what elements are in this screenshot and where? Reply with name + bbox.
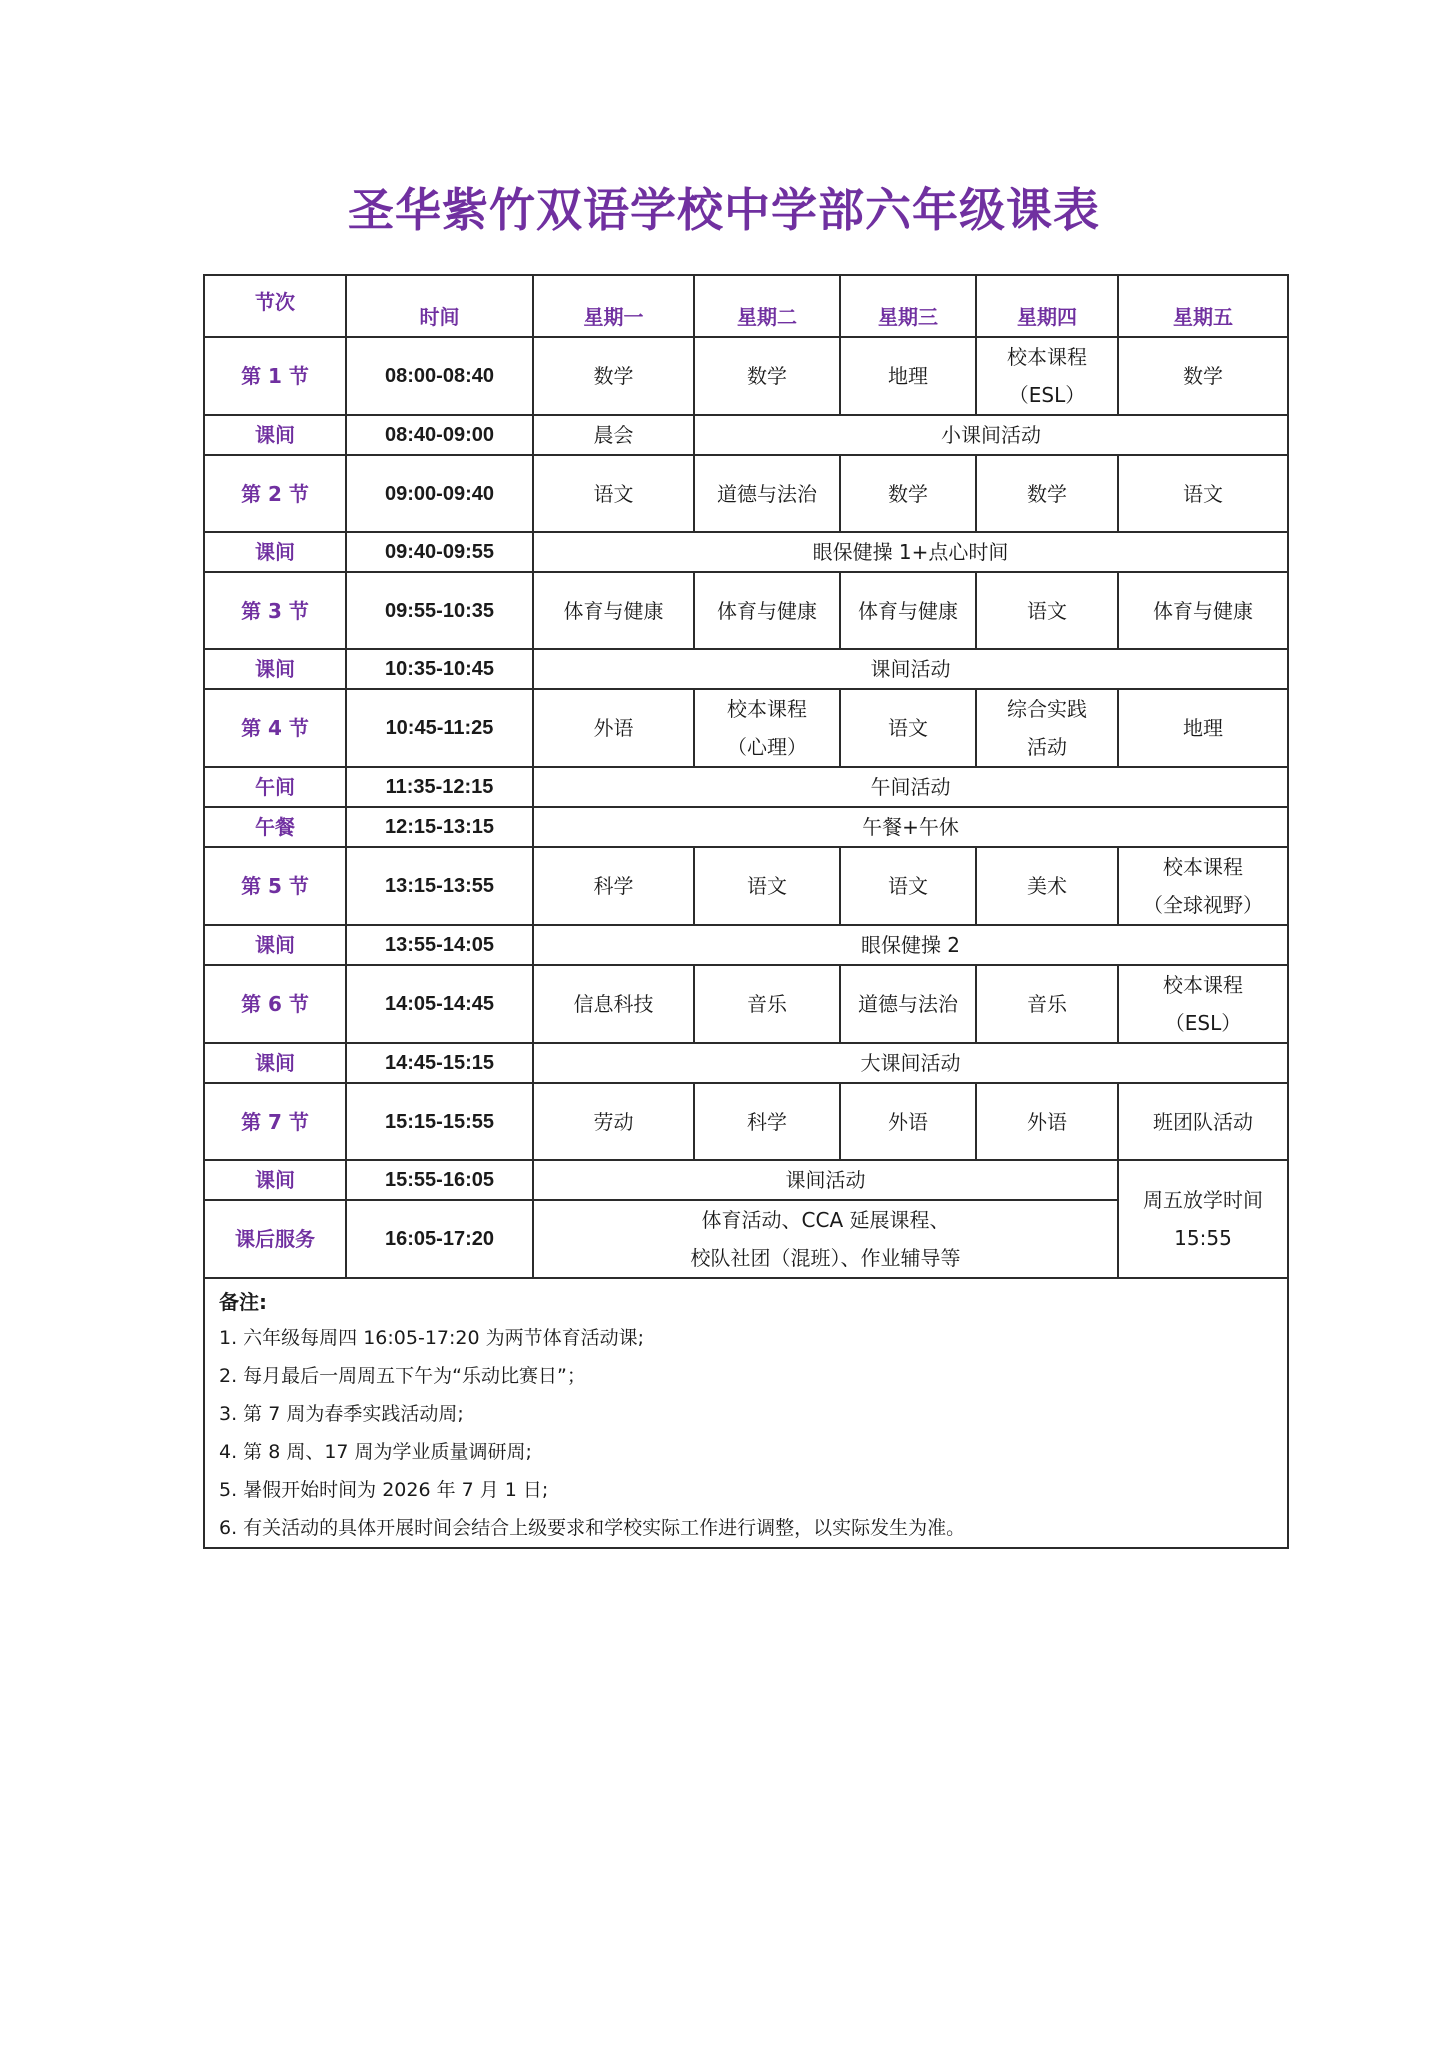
subject-cell: 外语 bbox=[533, 689, 694, 767]
break-row bbox=[204, 1160, 1288, 1200]
row-label: 午间 bbox=[204, 767, 346, 807]
cell-line: 综合实践 bbox=[1007, 697, 1087, 721]
row-time: 16:05-17:20 bbox=[346, 1200, 533, 1278]
cell-line: 周五放学时间 bbox=[1143, 1188, 1263, 1212]
subject-cell: 科学 bbox=[533, 847, 694, 925]
row-time: 09:40-09:55 bbox=[346, 532, 533, 572]
row-time: 15:15-15:55 bbox=[346, 1083, 533, 1160]
row-time: 13:55-14:05 bbox=[346, 925, 533, 965]
row-time: 09:00-09:40 bbox=[346, 455, 533, 532]
row-label: 第 3 节 bbox=[204, 572, 346, 649]
cell-line: 体育活动、CCA 延展课程、 bbox=[701, 1208, 950, 1232]
row-label: 课间 bbox=[204, 1160, 346, 1200]
notes-row bbox=[204, 1278, 1288, 1548]
row-label: 课间 bbox=[204, 415, 346, 455]
subject-cell: 数学 bbox=[840, 455, 976, 532]
subject-cell bbox=[694, 689, 840, 767]
subject-cell: 体育与健康 bbox=[1118, 572, 1288, 649]
row-time: 12:15-13:15 bbox=[346, 807, 533, 847]
schedule-table bbox=[203, 274, 1289, 1549]
row-time: 15:55-16:05 bbox=[346, 1160, 533, 1200]
break-row bbox=[204, 767, 1288, 807]
row-time: 08:40-09:00 bbox=[346, 415, 533, 455]
after-school-activities bbox=[533, 1200, 1118, 1278]
subject-cell: 体育与健康 bbox=[533, 572, 694, 649]
activity-cell: 小课间活动 bbox=[694, 415, 1288, 455]
activity-cell: 大课间活动 bbox=[533, 1043, 1288, 1083]
row-label: 第 2 节 bbox=[204, 455, 346, 532]
activity-cell: 课间活动 bbox=[533, 1160, 1118, 1200]
period-row bbox=[204, 455, 1288, 532]
subject-cell: 数学 bbox=[694, 337, 840, 415]
cell-line: 活动 bbox=[1027, 735, 1067, 759]
subject-cell: 语文 bbox=[694, 847, 840, 925]
note-item: 4. 第 8 周、17 周为学业质量调研周; bbox=[219, 1441, 532, 1463]
row-time: 13:15-13:55 bbox=[346, 847, 533, 925]
subject-cell: 语文 bbox=[533, 455, 694, 532]
subject-cell: 信息科技 bbox=[533, 965, 694, 1043]
subject-cell: 道德与法治 bbox=[840, 965, 976, 1043]
subject-cell: 地理 bbox=[840, 337, 976, 415]
subject-cell: 美术 bbox=[976, 847, 1118, 925]
cell-line: 15:55 bbox=[1174, 1226, 1232, 1250]
activity-cell: 午间活动 bbox=[533, 767, 1288, 807]
period-row bbox=[204, 337, 1288, 415]
header-monday: 星期一 bbox=[533, 275, 694, 337]
notes-section bbox=[204, 1278, 1288, 1548]
row-label: 课间 bbox=[204, 925, 346, 965]
subject-cell: 外语 bbox=[840, 1083, 976, 1160]
note-item: 5. 暑假开始时间为 2026 年 7 月 1 日; bbox=[219, 1479, 549, 1501]
cell-line: （ESL） bbox=[1008, 383, 1086, 407]
header-wednesday: 星期三 bbox=[840, 275, 976, 337]
note-item: 3. 第 7 周为春季实践活动周; bbox=[219, 1403, 464, 1425]
subject-cell bbox=[976, 689, 1118, 767]
row-label: 课间 bbox=[204, 649, 346, 689]
subject-cell: 数学 bbox=[976, 455, 1118, 532]
row-time: 08:00-08:40 bbox=[346, 337, 533, 415]
header-tuesday: 星期二 bbox=[694, 275, 840, 337]
cell-line: （心理） bbox=[727, 735, 807, 759]
notes-title: 备注: bbox=[219, 1290, 267, 1314]
monday-activity: 晨会 bbox=[533, 415, 694, 455]
subject-cell: 班团队活动 bbox=[1118, 1083, 1288, 1160]
row-label: 课间 bbox=[204, 532, 346, 572]
subject-cell: 语文 bbox=[1118, 455, 1288, 532]
cell-line: 校本课程 bbox=[1163, 855, 1243, 879]
row-label: 课间 bbox=[204, 1043, 346, 1083]
break-row bbox=[204, 925, 1288, 965]
header-thursday: 星期四 bbox=[976, 275, 1118, 337]
break-row bbox=[204, 649, 1288, 689]
subject-cell: 语文 bbox=[840, 847, 976, 925]
row-label: 第 4 节 bbox=[204, 689, 346, 767]
subject-cell: 地理 bbox=[1118, 689, 1288, 767]
cell-line: （ESL） bbox=[1164, 1011, 1242, 1035]
subject-cell bbox=[1118, 965, 1288, 1043]
row-label: 第 1 节 bbox=[204, 337, 346, 415]
subject-cell: 科学 bbox=[694, 1083, 840, 1160]
row-time: 11:35-12:15 bbox=[346, 767, 533, 807]
subject-cell: 语文 bbox=[840, 689, 976, 767]
cell-line: （全球视野） bbox=[1143, 893, 1263, 917]
subject-cell: 音乐 bbox=[976, 965, 1118, 1043]
activity-cell: 眼保健操 1+点心时间 bbox=[533, 532, 1288, 572]
header-friday: 星期五 bbox=[1118, 275, 1288, 337]
note-item: 1. 六年级每周四 16:05-17:20 为两节体育活动课; bbox=[219, 1327, 645, 1349]
row-time: 14:45-15:15 bbox=[346, 1043, 533, 1083]
row-label: 第 6 节 bbox=[204, 965, 346, 1043]
period-row bbox=[204, 847, 1288, 925]
subject-cell: 数学 bbox=[1118, 337, 1288, 415]
subject-cell: 体育与健康 bbox=[694, 572, 840, 649]
row-label: 第 7 节 bbox=[204, 1083, 346, 1160]
break-row bbox=[204, 415, 1288, 455]
note-item: 2. 每月最后一周周五下午为“乐动比赛日”； bbox=[219, 1365, 586, 1387]
period-row bbox=[204, 965, 1288, 1043]
cell-line: 校队社团（混班）、作业辅导等 bbox=[690, 1246, 961, 1270]
subject-cell bbox=[976, 337, 1118, 415]
activity-cell: 课间活动 bbox=[533, 649, 1288, 689]
activity-cell: 眼保健操 2 bbox=[533, 925, 1288, 965]
subject-cell: 体育与健康 bbox=[840, 572, 976, 649]
row-label: 第 5 节 bbox=[204, 847, 346, 925]
period-row bbox=[204, 1083, 1288, 1160]
subject-cell: 道德与法治 bbox=[694, 455, 840, 532]
cell-line: 校本课程 bbox=[727, 697, 807, 721]
header-row bbox=[204, 275, 1288, 337]
subject-cell bbox=[1118, 847, 1288, 925]
row-time: 14:05-14:45 bbox=[346, 965, 533, 1043]
row-time: 10:35-10:45 bbox=[346, 649, 533, 689]
cell-line: 校本课程 bbox=[1163, 973, 1243, 997]
activity-cell: 午餐+午休 bbox=[533, 807, 1288, 847]
break-row bbox=[204, 1043, 1288, 1083]
cell-line: 校本课程 bbox=[1007, 345, 1087, 369]
subject-cell: 数学 bbox=[533, 337, 694, 415]
page-title: 圣华紫竹双语学校中学部六年级课表 bbox=[348, 183, 1100, 237]
row-time: 10:45-11:25 bbox=[346, 689, 533, 767]
subject-cell: 语文 bbox=[976, 572, 1118, 649]
row-time: 09:55-10:35 bbox=[346, 572, 533, 649]
period-row bbox=[204, 572, 1288, 649]
subject-cell: 外语 bbox=[976, 1083, 1118, 1160]
row-label: 课后服务 bbox=[204, 1200, 346, 1278]
note-item: 6. 有关活动的具体开展时间会结合上级要求和学校实际工作进行调整，以实际发生为准。 bbox=[219, 1517, 966, 1539]
friday-dismissal-cell bbox=[1118, 1160, 1288, 1278]
subject-cell: 劳动 bbox=[533, 1083, 694, 1160]
row-label: 午餐 bbox=[204, 807, 346, 847]
subject-cell: 音乐 bbox=[694, 965, 840, 1043]
break-row bbox=[204, 807, 1288, 847]
header-period: 节次 bbox=[204, 275, 346, 337]
break-row bbox=[204, 532, 1288, 572]
period-row bbox=[204, 689, 1288, 767]
header-time: 时间 bbox=[346, 275, 533, 337]
